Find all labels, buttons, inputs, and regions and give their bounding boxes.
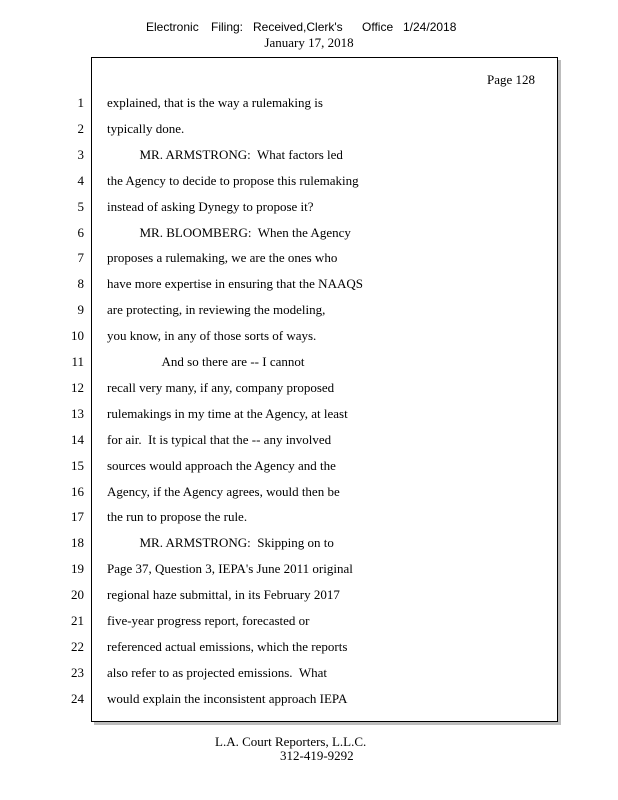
line-number: 4 bbox=[77, 173, 84, 188]
line-number: 12 bbox=[71, 380, 84, 395]
line-text: MR. ARMSTRONG: What factors led bbox=[107, 147, 343, 162]
line-text: you know, in any of those sorts of ways. bbox=[107, 328, 317, 343]
filing-stamp-word: Filing: bbox=[211, 20, 244, 34]
line-number: 18 bbox=[71, 535, 84, 550]
line-number: 10 bbox=[71, 328, 84, 343]
page-number: Page 128 bbox=[487, 72, 536, 87]
line-text: rulemakings in my time at the Agency, at least bbox=[107, 406, 348, 421]
line-text: the run to propose the rule. bbox=[107, 509, 248, 524]
line-number: 21 bbox=[71, 613, 84, 628]
line-text: Agency, if the Agency agrees, would then be bbox=[107, 484, 340, 499]
filing-stamp-word: Office bbox=[362, 20, 394, 34]
line-number: 23 bbox=[71, 665, 84, 680]
line-number: 11 bbox=[71, 354, 84, 369]
line-text: five-year progress report, forecasted or bbox=[107, 613, 310, 628]
line-number: 8 bbox=[77, 276, 84, 291]
line-text: MR. ARMSTRONG: Skipping on to bbox=[107, 535, 334, 550]
line-number: 19 bbox=[71, 561, 84, 576]
line-text: proposes a rulemaking, we are the ones who bbox=[107, 250, 338, 265]
line-number: 2 bbox=[77, 121, 84, 136]
line-text: MR. BLOOMBERG: When the Agency bbox=[107, 225, 351, 240]
line-text: regional haze submittal, in its February 2017 bbox=[107, 587, 340, 602]
line-number: 15 bbox=[71, 458, 84, 473]
line-text: explained, that is the way a rulemaking is bbox=[107, 95, 323, 110]
line-text: also refer to as projected emissions. What bbox=[107, 665, 327, 680]
line-text: instead of asking Dynegy to propose it? bbox=[107, 199, 314, 214]
line-number: 9 bbox=[77, 302, 84, 317]
line-text: are protecting, in reviewing the modeling, bbox=[107, 302, 326, 317]
line-number: 24 bbox=[71, 691, 84, 706]
filing-stamp-word: Electronic bbox=[146, 20, 199, 34]
line-number: 13 bbox=[71, 406, 84, 421]
line-number: 1 bbox=[77, 95, 84, 110]
line-number: 17 bbox=[71, 509, 84, 524]
filing-stamp-word: Received,Clerk's bbox=[253, 20, 343, 34]
line-text: And so there are -- I cannot bbox=[107, 354, 305, 369]
line-text: sources would approach the Agency and the bbox=[107, 458, 336, 473]
transcript-date: January 17, 2018 bbox=[264, 35, 354, 50]
line-text: would explain the inconsistent approach IEPA bbox=[107, 691, 348, 706]
line-number: 16 bbox=[71, 484, 84, 499]
line-number: 5 bbox=[77, 199, 84, 214]
line-text: the Agency to decide to propose this rulemaking bbox=[107, 173, 359, 188]
line-text: referenced actual emissions, which the reports bbox=[107, 639, 348, 654]
line-number: 14 bbox=[71, 432, 84, 447]
reporter-phone: 312-419-9292 bbox=[280, 748, 354, 763]
line-number: 22 bbox=[71, 639, 84, 654]
line-text: recall very many, if any, company proposed bbox=[107, 380, 335, 395]
line-number: 3 bbox=[77, 147, 84, 162]
line-text: for air. It is typical that the -- any involved bbox=[107, 432, 332, 447]
line-text: typically done. bbox=[107, 121, 185, 136]
reporter-company: L.A. Court Reporters, L.L.C. bbox=[215, 734, 367, 749]
line-text: have more expertise in ensuring that the NAAQS bbox=[107, 276, 363, 291]
line-text: Page 37, Question 3, IEPA's June 2011 original bbox=[107, 561, 353, 576]
filing-stamp-word: 1/24/2018 bbox=[403, 20, 457, 34]
line-number: 20 bbox=[71, 587, 84, 602]
line-number: 6 bbox=[77, 225, 84, 240]
line-number: 7 bbox=[77, 250, 84, 265]
